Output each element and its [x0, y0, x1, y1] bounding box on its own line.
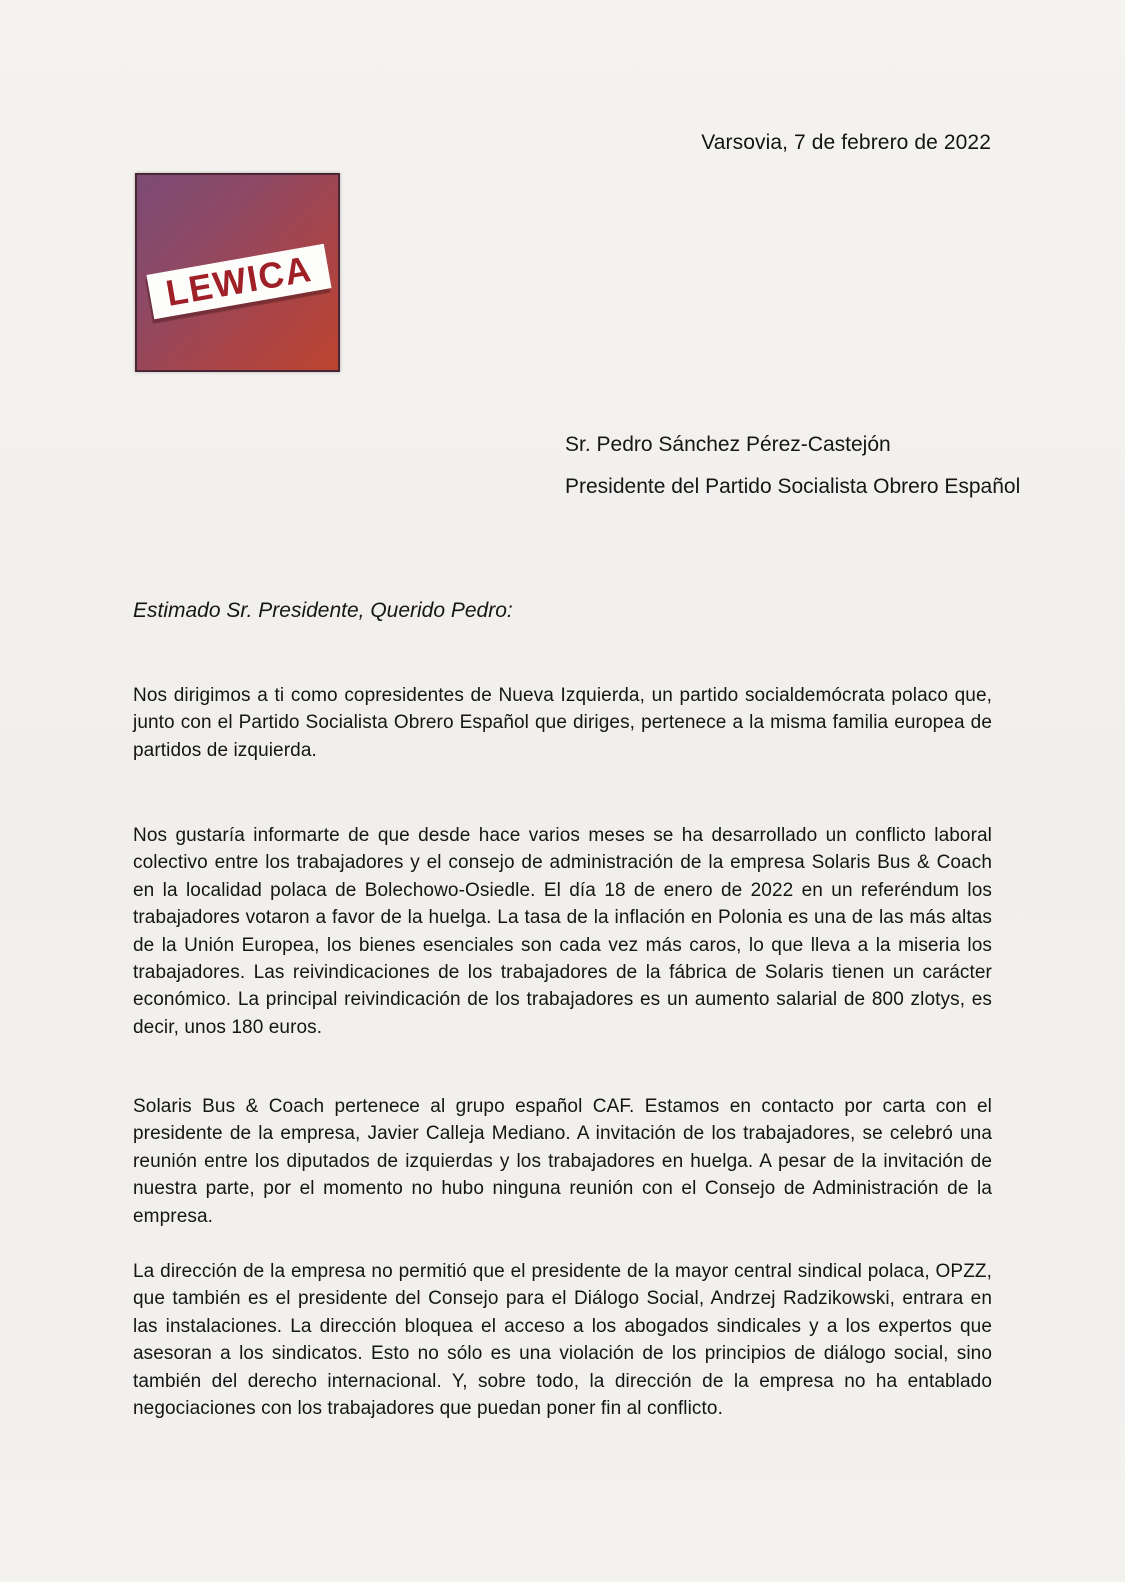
salutation: Estimado Sr. Presidente, Querido Pedro: [133, 599, 513, 622]
date-line: Varsovia, 7 de febrero de 2022 [701, 131, 991, 154]
lewica-logo-band [146, 244, 331, 320]
recipient-name: Sr. Pedro Sánchez Pérez-Castejón [565, 433, 891, 456]
recipient-block [565, 433, 1020, 499]
lewica-logo [135, 173, 340, 372]
lewica-logo-text: LEWICA [162, 248, 315, 314]
paragraph-conflict-description: Nos gustaría informarte de que desde hace varios meses se ha desarrollado un conflicto laboral colectivo entre los trabajadores y el consejo de administración de la empresa Solaris Bus & Coach en la localidad polaca de Bolechowo-Osiedle. El día 18 de enero de 2022 en un referéndum los trabajadores votaron a favor de la huelga. La tasa de la inflación en Polonia es una de las más altas de la Unión Europea, los bienes esenciales son cada vez más caros, lo que lleva a la miseria los trabajadores. Las reivindicaciones de los trabajadores de la fábrica de Solaris tienen un carácter económico. La principal reivindicación de los trabajadores es un aumento salarial de 800 zlotys, es decir, unos 180 euros. [133, 825, 992, 1038]
paragraph-introduction: Nos dirigimos a ti como copresidentes de Nueva Izquierda, un partido socialdemócrata polaco que, junto con el Partido Socialista Obrero Español que diriges, pertenece a la misma familia europea de partidos de izquierda. [133, 685, 992, 761]
recipient-title: Presidente del Partido Socialista Obrero Español [565, 475, 1021, 498]
paragraph-management-accusations: La dirección de la empresa no permitió que el presidente de la mayor central sindical polaca, OPZZ, que también es el presidente del Consejo para el Diálogo Social, Andrzej Radzikowski, entrara en las instalaciones. La dirección bloquea el acceso a los abogados sindicales y a los expertos que asesoran a los sindicatos. Esto no sólo es una violación de los principios de diálogo social, sino también del derecho internacional. Y, sobre todo, la dirección de la empresa no ha entablado negociaciones con los trabajadores que puedan poner fin al conflicto. [133, 1261, 992, 1420]
paragraph-caf-contact: Solaris Bus & Coach pertenece al grupo español CAF. Estamos en contacto por carta con el presidente de la empresa, Javier Calleja Mediano. A invitación de los trabajadores, se celebró una reunión entre los diputados de izquierdas y los trabajadores en huelga. A pesar de la invitación de nuestra parte, por el momento no hubo ninguna reunión con el Consejo de Administración de la empresa. [133, 1096, 992, 1227]
